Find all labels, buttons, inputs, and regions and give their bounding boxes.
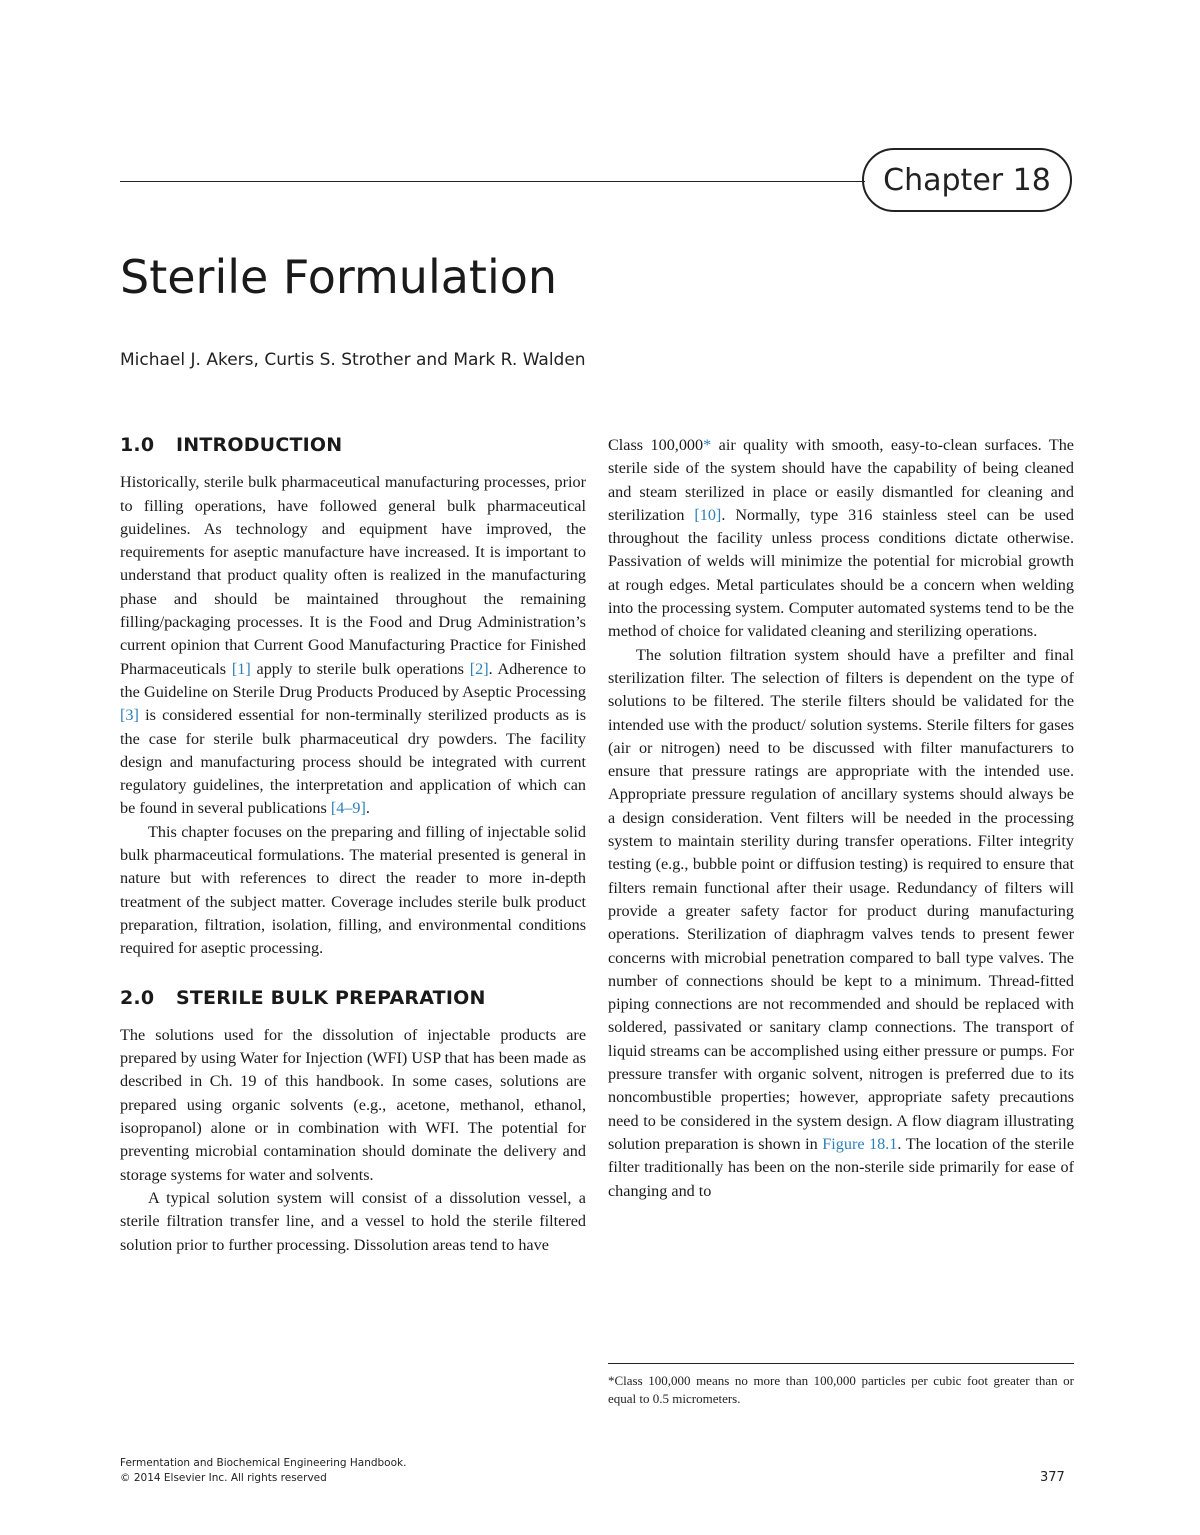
book-title: Fermentation and Biochemical Engineering Handbook. — [120, 1457, 407, 1469]
paragraph: The solutions used for the dissolution of injectable products are prepared by using Water for Injection (WFI) USP that has been made as described in Ch. 19 of this handbook. In some cases, solutions are prepared using organic solvents (e.g., acetone, methanol, ethanol, isopropanol) alone or in combination with WFI. The potential for preventing microbial contamination should dominate the delivery and storage systems for water and solvents. — [120, 1025, 586, 1184]
footnote-rule — [608, 1363, 1074, 1364]
left-column — [120, 434, 586, 1257]
page-footer — [120, 1456, 406, 1486]
figure-link[interactable]: Figure 18.1 — [822, 1134, 898, 1153]
section-heading-sterile-bulk-preparation: 2.0 STERILE BULK PREPARATION — [120, 986, 486, 1009]
citation-link[interactable]: [10] — [694, 505, 722, 524]
right-column — [608, 434, 1074, 1203]
citation-link[interactable]: [2] — [469, 659, 489, 678]
citation-link[interactable]: [1] — [231, 659, 251, 678]
chapter-rule — [120, 181, 865, 182]
citation-link[interactable]: [4–9] — [330, 799, 366, 818]
chapter-title: Sterile Formulation — [120, 250, 558, 304]
paragraph: Historically, sterile bulk pharmaceutical manufacturing processes, prior to filling operations, have followed general bulk pharmaceutical guidelines. As technology and equipment have improved, the requirements for aseptic manufacture have increased. It is important to understand that product quality often is realized in the manufacturing phase and should be maintained throughout the remaining filling/packaging processes. It is the Food and Drug Administration’s current opinion that Current Good Manufacturing Practice for Finished Pharmaceuticals [1] apply to sterile bulk operations [2]. Adherence to the Guideline on Sterile Drug Products Produced by Aseptic Processing [3] is considered essential for non-terminally sterilized products as is the case for sterile bulk pharmaceutical dry powders. The facility design and manufacturing process should be integrated with current regulatory guidelines, the interpretation and application of which can be found in several publications [4–9]. — [120, 473, 586, 818]
paragraph: A typical solution system will consist of a dissolution vessel, a sterile filtration transfer line, and a vessel to hold the sterile filtered solution prior to further processing. Dissolution areas tend to have — [120, 1188, 586, 1254]
page-number: 377 — [1040, 1470, 1065, 1485]
authors: Michael J. Akers, Curtis S. Strother and Mark R. Walden — [120, 350, 586, 370]
copyright: © 2014 Elsevier Inc. All rights reserved — [120, 1472, 327, 1484]
paragraph: This chapter focuses on the preparing and filling of injectable solid bulk pharmaceutical formulations. The material presented is general in nature but with references to direct the reader to more in-depth treatment of the subject matter. Coverage includes sterile bulk product preparation, filtration, isolation, filling, and environmental conditions required for aseptic processing. — [120, 822, 586, 958]
citation-link[interactable]: [3] — [120, 706, 139, 725]
chapter-label: Chapter 18 — [862, 148, 1072, 212]
footnote-marker-link[interactable]: * — [703, 436, 712, 454]
paragraph: Class 100,000* air quality with smooth, easy-to-clean surfaces. The sterile side of the system should have the capability of being cleaned and steam sterilized in place or easily dismantled for cleaning and sterilization [10]. Normally, type 316 stainless steel can be used throughout the facility unless process conditions dictate otherwise. Passivation of welds will minimize the potential for microbial growth at rough edges. Metal particulates should be a concern when welding into the processing system. Computer automated systems tend to be the method of choice for validated cleaning and sterilizing operations. — [608, 436, 1074, 641]
paragraph: The solution filtration system should have a prefilter and final sterilization filter. The selection of filters is dependent on the type of solutions to be filtered. The sterile filters should be validated for the intended use with the product/ solution systems. Sterile filters for gases (air or nitrogen) need to be discussed with filter manufacturers to ensure that pressure ratings are appropriate with the intended use. Appropriate pressure regulation of ancillary systems should always be a design consideration. Vent filters will be needed in the processing system to maintain sterility during transfer operations. Filter integrity testing (e.g., bubble point or diffusion testing) is required to ensure that filters remain functional after their usage. Redundancy of filters will provide a greater safety factor for product during manufacturing operations. Sterilization of diaphragm valves tends to present fewer concerns with microbial penetration compared to ball type valves. The number of connections should be kept to a minimum. Thread-fitted piping connections are not recommended and should be replaced with soldered, passivated or sanitary clamp connections. The transport of liquid streams can be accomplished using either pressure or pumps. For pressure transfer with organic solvent, nitrogen is preferred due to its noncombustible properties; however, appropriate safety precautions need to be considered in the system design. A flow diagram illustrating solution preparation is shown in Figure 18.1. The location of the sterile filter traditionally has been on the non-sterile side primarily for ease of changing and to — [608, 645, 1075, 1200]
section-heading-introduction: 1.0 INTRODUCTION — [120, 434, 343, 456]
footnote: *Class 100,000 means no more than 100,000 particles per cubic foot greater than or equal to 0.5 micrometers. — [608, 1373, 1074, 1406]
